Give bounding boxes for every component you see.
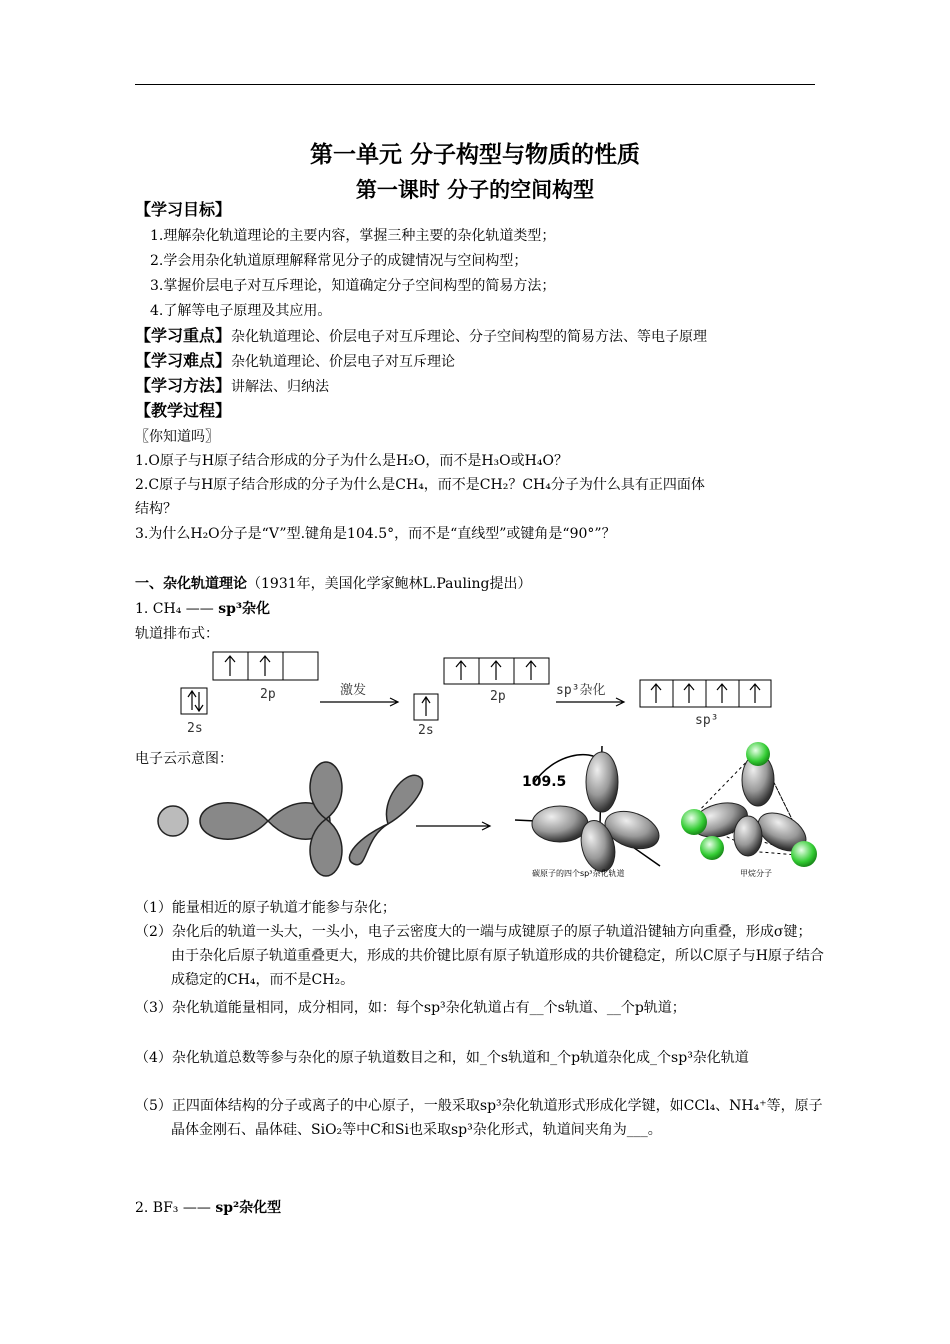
electron-cloud-diagram — [150, 740, 830, 880]
know-question-1: 1.O原子与H原子结合形成的分子为什么是H₂O，而不是H₃O或H₄O？ — [135, 453, 568, 469]
section2-heading-row — [135, 1198, 281, 1218]
label-2p: 2p — [490, 689, 506, 704]
sp3-caption: 碳原子的四个sp³杂化轨道 — [532, 869, 625, 878]
page-title: 第一单元 分子构型与物质的性质 — [309, 142, 640, 168]
goals-heading: 【学习目标】 — [135, 200, 232, 219]
label-sp3: sp³ — [695, 713, 719, 728]
know-question-2-cont: 结构？ — [135, 501, 177, 517]
spin-up-arrow — [717, 684, 727, 703]
spin-up-arrow — [225, 656, 235, 676]
label-2s: 2s — [418, 723, 434, 738]
spin-down-arrow — [195, 692, 203, 711]
goal-item: 1.理解杂化轨道理论的主要内容，掌握三种主要的杂化轨道类型； — [150, 228, 556, 244]
point-4: （4）杂化轨道总数等参与杂化的原子轨道数目之和，如_个s轨道和_个p轨道杂化成_个sp³杂化轨道 — [135, 1050, 749, 1066]
page-subtitle: 第一课时 分子的空间构型 — [355, 178, 595, 202]
point-3: （3）杂化轨道能量相同，成分相同，如：每个sp³杂化轨道占有__个s轨道、__个p轨道； — [135, 1000, 686, 1016]
spin-up-arrow — [684, 684, 694, 703]
know-question-2: 2.C原子与H原子结合形成的分子为什么是CH₄，而不是CH₂？CH₄分子为什么具有正四面体 — [135, 477, 705, 493]
ch4-heading-row — [135, 599, 270, 619]
methane-figure — [681, 742, 817, 878]
excite-label: 激发 — [340, 683, 367, 698]
method-row — [135, 376, 329, 397]
spin-up-arrow — [491, 661, 501, 680]
know-heading: 〖你知道吗〗 — [135, 429, 219, 445]
cloud-label: 电子云示意图： — [135, 751, 233, 767]
difficulty-row — [135, 351, 455, 372]
process-heading: 【教学过程】 — [135, 401, 232, 420]
section2-prefix: 2. BF₃ —— — [135, 1200, 216, 1216]
orbital-label: 轨道排布式： — [135, 626, 219, 642]
spin-up-arrow — [651, 684, 661, 703]
label-2p: 2p — [260, 687, 276, 702]
methane-caption: 甲烷分子 — [740, 869, 772, 878]
spin-up-arrow — [260, 656, 270, 676]
hybrid-label: sp³杂化 — [556, 683, 606, 698]
angle-label: 109.5 — [522, 774, 567, 790]
spin-up-arrow — [750, 684, 760, 703]
spin-up-arrow — [422, 697, 430, 716]
point-5: （5）正四面体结构的分子或离子的中心原子，一般采取sp³杂化轨道形式形成化学键，如CCl₄、NH₄⁺等，原子晶体金刚石、晶体硅、SiO₂等中C和Si也采取sp³杂化形式，轨道间夹角为___。 — [135, 1098, 823, 1138]
focus-text: 杂化轨道理论、价层电子对互斥理论、分子空间构型的简易方法、等电子原理 — [231, 329, 708, 345]
section1-heading-row — [135, 574, 531, 594]
know-question-3: 3.为什么H₂O分子是“V”型.键角是104.5°，而不是“直线型”或键角是“90°”？ — [135, 526, 616, 542]
header-rule — [135, 84, 815, 85]
spin-up-arrow — [188, 691, 196, 710]
ch4-prefix: 1. CH₄ —— — [135, 601, 219, 617]
focus-label: 【学习重点】 — [135, 326, 232, 345]
s-orbital-shape — [158, 806, 188, 836]
point-2: （2）杂化后的轨道一头大，一头小，电子云密度大的一端与成键原子的原子轨道沿键轴方向重叠，形成σ键；由于杂化后原子轨道重叠更大，形成的共价键比原有原子轨道形成的共价键稳定，所以C原子与H原子结合成稳定的CH₄，而不是CH₂。 — [135, 924, 824, 988]
goal-item: 3.掌握价层电子对互斥理论，知道确定分子空间构型的简易方法； — [150, 278, 556, 294]
focus-row — [135, 326, 707, 347]
section2-bold: sp²杂化型 — [215, 1200, 282, 1216]
label-2s: 2s — [187, 721, 203, 736]
section1-heading: 一、杂化轨道理论 — [135, 576, 247, 592]
px-orbital-shape — [200, 803, 330, 839]
ch4-hybrid: sp³杂化 — [218, 601, 271, 617]
goal-item: 4.了解等电子原理及其应用。 — [150, 303, 332, 319]
excite-arrow — [320, 698, 398, 706]
point-1: （1）能量相近的原子轨道才能参与杂化； — [135, 900, 396, 916]
spin-up-arrow — [526, 661, 536, 680]
method-text: 讲解法、归纳法 — [231, 379, 330, 395]
arrow-icon — [416, 822, 490, 830]
hybrid-arrow — [556, 698, 624, 706]
orbital-diagram — [178, 648, 778, 740]
difficulty-text: 杂化轨道理论、价层电子对互斥理论 — [231, 354, 456, 370]
method-label: 【学习方法】 — [135, 376, 232, 395]
sp3-orbitals-figure — [515, 746, 664, 878]
goal-item: 2.学会用杂化轨道原理解释常见分子的成键情况与空间构型； — [150, 253, 528, 269]
pz-orbital-shape — [349, 775, 422, 865]
orbital-box — [283, 652, 318, 680]
spin-up-arrow — [456, 661, 466, 680]
section1-note: （1931年，美国化学家鲍林L.Pauling提出） — [247, 576, 532, 592]
difficulty-label: 【学习难点】 — [135, 351, 232, 370]
orbital-box — [181, 688, 207, 714]
